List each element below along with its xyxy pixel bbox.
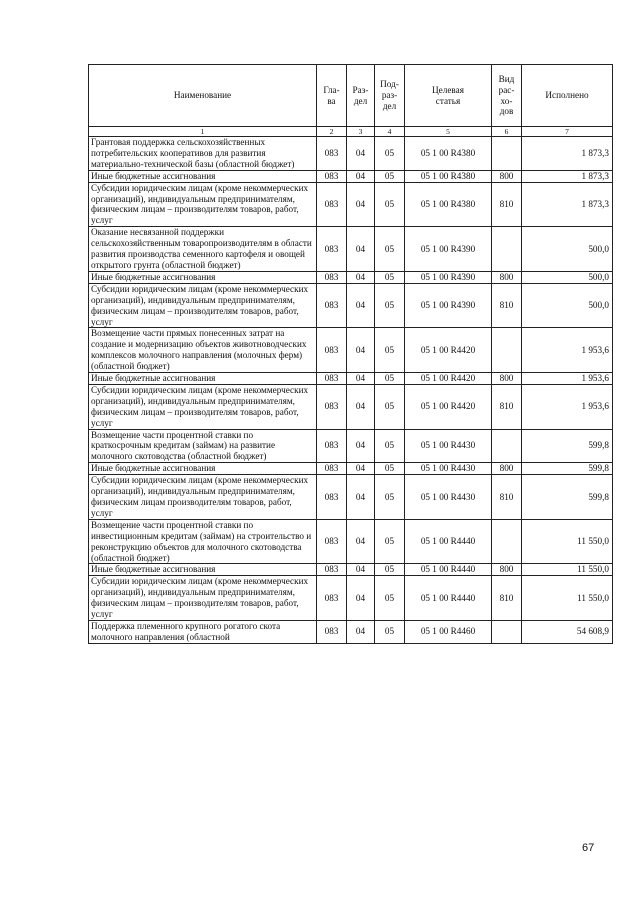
table-row <box>89 182 613 227</box>
row-glava: 083 <box>317 373 347 385</box>
row-name: Иные бюджетные ассигнования <box>89 463 317 475</box>
row-razdel: 04 <box>347 271 375 283</box>
column-number: 7 <box>522 127 613 137</box>
header-glava: Гла- ва <box>317 65 347 127</box>
row-done: 500,0 <box>522 283 613 328</box>
row-podrazdel: 05 <box>375 463 405 475</box>
row-name: Субсидии юридическим лицам (кроме некоммерческих организаций), индивидуальным предпринимателям, физическим лицам – производителям товаров, работ, услуг <box>89 384 317 429</box>
header-row <box>89 65 613 127</box>
row-done: 1 873,3 <box>522 182 613 227</box>
row-name: Возмещение части прямых понесенных затрат на создание и модернизацию объектов животноводческих комплексов молочного направления (молочных ферм) (областной бюджет) <box>89 328 317 373</box>
row-razdel: 04 <box>347 475 375 520</box>
row-done: 11 550,0 <box>522 519 613 564</box>
row-name: Иные бюджетные ассигнования <box>89 564 317 576</box>
row-vid <box>492 620 522 643</box>
row-podrazdel: 05 <box>375 564 405 576</box>
header-podrazdel: Под- раз- дел <box>375 65 405 127</box>
row-podrazdel: 05 <box>375 283 405 328</box>
header-vid: Вид рас- хо- дов <box>492 65 522 127</box>
table-row <box>89 429 613 463</box>
row-glava: 083 <box>317 620 347 643</box>
table-row <box>89 475 613 520</box>
row-target: 05 1 00 R4440 <box>405 564 492 576</box>
table-row <box>89 271 613 283</box>
row-name: Возмещение части процентной ставки по краткосрочным кредитам (займам) на развитие молочного скотоводства (областной бюджет) <box>89 429 317 463</box>
table-row <box>89 227 613 272</box>
row-vid: 800 <box>492 170 522 182</box>
row-podrazdel: 05 <box>375 137 405 171</box>
row-glava: 083 <box>317 576 347 621</box>
row-podrazdel: 05 <box>375 576 405 621</box>
table-row <box>89 283 613 328</box>
row-target: 05 1 00 R4420 <box>405 384 492 429</box>
row-razdel: 04 <box>347 620 375 643</box>
row-done: 599,8 <box>522 463 613 475</box>
row-glava: 083 <box>317 283 347 328</box>
column-number-row <box>89 127 613 137</box>
row-glava: 083 <box>317 328 347 373</box>
table-row <box>89 564 613 576</box>
row-name: Субсидии юридическим лицам (кроме некоммерческих организаций), индивидуальным предпринимателям, физическим лицам – производителям товаров, работ, услуг <box>89 182 317 227</box>
page-number: 67 <box>582 842 595 854</box>
row-razdel: 04 <box>347 182 375 227</box>
row-target: 05 1 00 R4420 <box>405 328 492 373</box>
row-name: Субсидии юридическим лицам (кроме некоммерческих организаций), индивидуальным предпринимателям, физическим лицам производителям товаров, работ, услуг <box>89 475 317 520</box>
column-number: 5 <box>405 127 492 137</box>
row-name: Субсидии юридическим лицам (кроме некоммерческих организаций), индивидуальным предпринимателям, физическим лицам – производителям товаров, работ, услуг <box>89 576 317 621</box>
row-glava: 083 <box>317 227 347 272</box>
row-razdel: 04 <box>347 328 375 373</box>
row-razdel: 04 <box>347 283 375 328</box>
row-done: 1 873,3 <box>522 170 613 182</box>
column-number: 1 <box>89 127 317 137</box>
row-razdel: 04 <box>347 170 375 182</box>
row-podrazdel: 05 <box>375 328 405 373</box>
row-vid: 810 <box>492 576 522 621</box>
row-done: 1 873,3 <box>522 137 613 171</box>
table-row <box>89 373 613 385</box>
budget-table <box>88 64 613 644</box>
row-razdel: 04 <box>347 429 375 463</box>
row-target: 05 1 00 R4460 <box>405 620 492 643</box>
budget-table-page <box>88 64 612 644</box>
row-name: Возмещение части процентной ставки по инвестиционным кредитам (займам) на строительство и реконструкцию объектов для молочного скотоводства (областной бюджет) <box>89 519 317 564</box>
header-razdel: Раз- дел <box>347 65 375 127</box>
row-target: 05 1 00 R4430 <box>405 429 492 463</box>
row-target: 05 1 00 R4440 <box>405 519 492 564</box>
row-target: 05 1 00 R4420 <box>405 373 492 385</box>
header-target: Целевая статья <box>405 65 492 127</box>
row-name: Иные бюджетные ассигнования <box>89 271 317 283</box>
table-row <box>89 137 613 171</box>
table-row <box>89 519 613 564</box>
row-done: 599,8 <box>522 475 613 520</box>
row-vid: 800 <box>492 373 522 385</box>
row-podrazdel: 05 <box>375 373 405 385</box>
row-done: 1 953,6 <box>522 373 613 385</box>
row-glava: 083 <box>317 170 347 182</box>
row-razdel: 04 <box>347 384 375 429</box>
row-done: 54 608,9 <box>522 620 613 643</box>
row-razdel: 04 <box>347 227 375 272</box>
row-razdel: 04 <box>347 463 375 475</box>
row-razdel: 04 <box>347 373 375 385</box>
row-vid: 800 <box>492 463 522 475</box>
row-vid <box>492 328 522 373</box>
row-vid: 810 <box>492 283 522 328</box>
row-done: 599,8 <box>522 429 613 463</box>
row-podrazdel: 05 <box>375 384 405 429</box>
row-razdel: 04 <box>347 564 375 576</box>
row-vid: 810 <box>492 384 522 429</box>
row-glava: 083 <box>317 271 347 283</box>
row-vid <box>492 227 522 272</box>
row-glava: 083 <box>317 463 347 475</box>
row-name: Иные бюджетные ассигнования <box>89 373 317 385</box>
row-podrazdel: 05 <box>375 271 405 283</box>
row-podrazdel: 05 <box>375 519 405 564</box>
row-razdel: 04 <box>347 137 375 171</box>
row-target: 05 1 00 R4380 <box>405 170 492 182</box>
table-row <box>89 384 613 429</box>
row-glava: 083 <box>317 519 347 564</box>
row-podrazdel: 05 <box>375 227 405 272</box>
row-done: 500,0 <box>522 227 613 272</box>
table-row <box>89 576 613 621</box>
row-glava: 083 <box>317 182 347 227</box>
row-glava: 083 <box>317 137 347 171</box>
row-target: 05 1 00 R4430 <box>405 475 492 520</box>
row-vid <box>492 429 522 463</box>
row-podrazdel: 05 <box>375 475 405 520</box>
row-name: Субсидии юридическим лицам (кроме некоммерческих организаций), индивидуальным предпринимателям, физическим лицам – производителям товаров, работ, услуг <box>89 283 317 328</box>
row-target: 05 1 00 R4380 <box>405 182 492 227</box>
row-done: 500,0 <box>522 271 613 283</box>
row-glava: 083 <box>317 429 347 463</box>
row-glava: 083 <box>317 564 347 576</box>
row-done: 1 953,6 <box>522 384 613 429</box>
row-target: 05 1 00 R4430 <box>405 463 492 475</box>
row-name: Оказание несвязанной поддержки сельскохозяйственным товаропроизводителям в области развития производства семенного картофеля и овощей открытого грунта (областной бюджет) <box>89 227 317 272</box>
column-number: 6 <box>492 127 522 137</box>
column-number: 2 <box>317 127 347 137</box>
row-podrazdel: 05 <box>375 170 405 182</box>
row-name: Грантовая поддержка сельскохозяйственных потребительских кооперативов для развития материально-технической базы (областной бюджет) <box>89 137 317 171</box>
header-done: Исполнено <box>522 65 613 127</box>
row-vid: 810 <box>492 475 522 520</box>
row-razdel: 04 <box>347 519 375 564</box>
row-done: 11 550,0 <box>522 576 613 621</box>
column-number: 3 <box>347 127 375 137</box>
row-vid: 810 <box>492 182 522 227</box>
row-done: 11 550,0 <box>522 564 613 576</box>
row-podrazdel: 05 <box>375 620 405 643</box>
row-vid: 800 <box>492 271 522 283</box>
row-name: Поддержка племенного крупного рогатого скота молочного направления (областной <box>89 620 317 643</box>
row-target: 05 1 00 R4390 <box>405 271 492 283</box>
table-row <box>89 328 613 373</box>
row-name: Иные бюджетные ассигнования <box>89 170 317 182</box>
table-body <box>89 137 613 644</box>
row-done: 1 953,6 <box>522 328 613 373</box>
row-podrazdel: 05 <box>375 429 405 463</box>
row-glava: 083 <box>317 384 347 429</box>
table-row <box>89 463 613 475</box>
row-podrazdel: 05 <box>375 182 405 227</box>
row-vid <box>492 519 522 564</box>
row-glava: 083 <box>317 475 347 520</box>
row-vid <box>492 137 522 171</box>
column-number: 4 <box>375 127 405 137</box>
row-target: 05 1 00 R4440 <box>405 576 492 621</box>
row-razdel: 04 <box>347 576 375 621</box>
row-target: 05 1 00 R4380 <box>405 137 492 171</box>
table-row <box>89 620 613 643</box>
row-target: 05 1 00 R4390 <box>405 227 492 272</box>
table-row <box>89 170 613 182</box>
row-target: 05 1 00 R4390 <box>405 283 492 328</box>
row-vid: 800 <box>492 564 522 576</box>
header-name: Наименование <box>89 65 317 127</box>
